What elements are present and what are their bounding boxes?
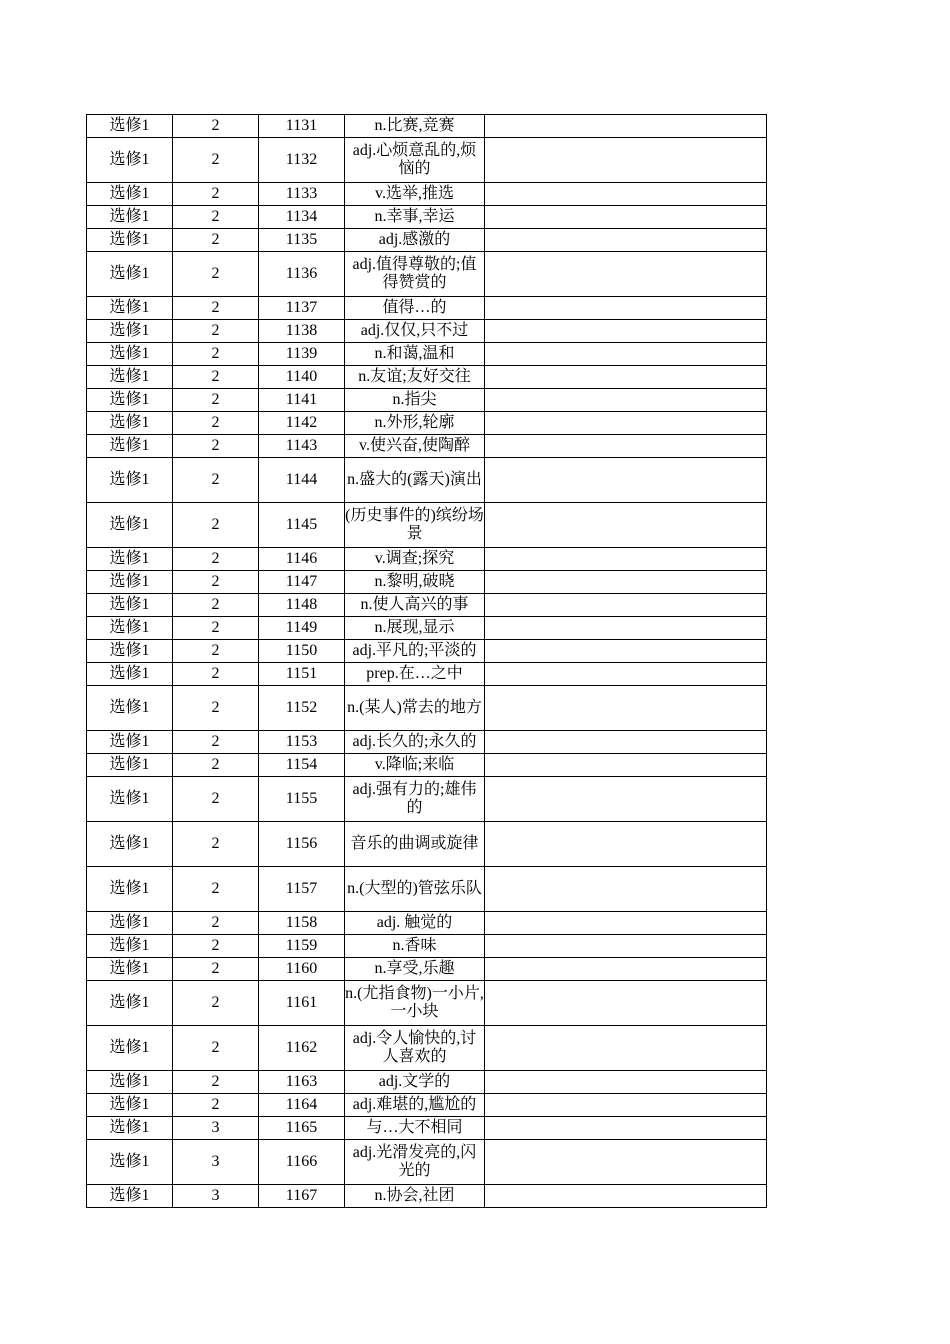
blank-cell [485, 958, 767, 981]
unit-cell: 2 [173, 867, 259, 912]
meaning-cell [345, 731, 485, 754]
meaning-text: 音乐的曲调或旋律 [350, 835, 479, 852]
blank-cell [485, 297, 767, 320]
number-cell: 1162 [259, 1026, 345, 1071]
blank-cell [485, 912, 767, 935]
course-cell: 选修1 [87, 686, 173, 731]
blank-cell [485, 686, 767, 731]
table-row [87, 1094, 767, 1117]
table-row [87, 435, 767, 458]
course-cell: 选修1 [87, 1185, 173, 1208]
meaning-text: adj.心烦意乱的,烦恼的 [352, 142, 477, 177]
meaning-cell [345, 1071, 485, 1094]
course-cell: 选修1 [87, 958, 173, 981]
meaning-cell [345, 777, 485, 822]
unit-cell: 2 [173, 981, 259, 1026]
meaning-text: adj. 触觉的 [376, 914, 453, 931]
blank-cell [485, 1094, 767, 1117]
meaning-text: n.比赛,竞赛 [374, 117, 455, 134]
meaning-cell [345, 138, 485, 183]
meaning-text: adj.仅仅,只不过 [360, 322, 469, 339]
blank-cell [485, 458, 767, 503]
table-row [87, 320, 767, 343]
table-row [87, 1117, 767, 1140]
course-cell: 选修1 [87, 320, 173, 343]
meaning-text: adj.长久的;永久的 [352, 733, 477, 750]
table-row [87, 663, 767, 686]
course-cell: 选修1 [87, 412, 173, 435]
meaning-cell [345, 183, 485, 206]
blank-cell [485, 1185, 767, 1208]
meaning-text: n.指尖 [392, 391, 437, 408]
course-cell: 选修1 [87, 1071, 173, 1094]
course-cell: 选修1 [87, 617, 173, 640]
meaning-cell [345, 754, 485, 777]
table-row [87, 731, 767, 754]
course-cell: 选修1 [87, 935, 173, 958]
meaning-text: v.调查;探究 [374, 550, 455, 567]
meaning-text: adj.文学的 [378, 1073, 451, 1090]
table-row [87, 206, 767, 229]
table-row [87, 1026, 767, 1071]
table-row [87, 867, 767, 912]
course-cell: 选修1 [87, 1140, 173, 1185]
unit-cell: 2 [173, 1094, 259, 1117]
unit-cell: 2 [173, 183, 259, 206]
unit-cell: 2 [173, 640, 259, 663]
blank-cell [485, 320, 767, 343]
number-cell: 1159 [259, 935, 345, 958]
number-cell: 1167 [259, 1185, 345, 1208]
table-row [87, 754, 767, 777]
number-cell: 1153 [259, 731, 345, 754]
number-cell: 1161 [259, 981, 345, 1026]
meaning-cell [345, 389, 485, 412]
number-cell: 1150 [259, 640, 345, 663]
meaning-text: n.幸事,幸运 [374, 208, 455, 225]
blank-cell [485, 981, 767, 1026]
meaning-text: v.降临;来临 [374, 756, 455, 773]
meaning-text: n.盛大的(露天)演出 [347, 471, 482, 488]
unit-cell: 2 [173, 617, 259, 640]
blank-cell [485, 252, 767, 297]
blank-cell [485, 138, 767, 183]
meaning-cell [345, 252, 485, 297]
number-cell: 1152 [259, 686, 345, 731]
blank-cell [485, 183, 767, 206]
meaning-text: n.外形,轮廓 [374, 414, 455, 431]
meaning-text: (历史事件的)缤纷场景 [345, 507, 484, 542]
course-cell: 选修1 [87, 366, 173, 389]
table-row [87, 1140, 767, 1185]
number-cell: 1148 [259, 594, 345, 617]
table-row [87, 297, 767, 320]
number-cell: 1143 [259, 435, 345, 458]
table-row [87, 594, 767, 617]
table-row [87, 1185, 767, 1208]
meaning-text: adj.感激的 [378, 231, 451, 248]
meaning-cell [345, 935, 485, 958]
meaning-text: n.(大型的)管弦乐队 [347, 880, 482, 897]
number-cell: 1165 [259, 1117, 345, 1140]
number-cell: 1142 [259, 412, 345, 435]
meaning-cell [345, 594, 485, 617]
number-cell: 1154 [259, 754, 345, 777]
meaning-cell [345, 458, 485, 503]
meaning-cell [345, 229, 485, 252]
course-cell: 选修1 [87, 754, 173, 777]
meaning-text: 值得…的 [382, 299, 447, 316]
course-cell: 选修1 [87, 115, 173, 138]
table-row [87, 503, 767, 548]
meaning-cell [345, 1117, 485, 1140]
number-cell: 1131 [259, 115, 345, 138]
table-row [87, 822, 767, 867]
number-cell: 1134 [259, 206, 345, 229]
number-cell: 1138 [259, 320, 345, 343]
unit-cell: 2 [173, 206, 259, 229]
unit-cell: 2 [173, 1071, 259, 1094]
meaning-text: n.黎明,破晓 [374, 573, 455, 590]
meaning-text: n.(尤指食物)一小片,一小块 [345, 985, 484, 1020]
unit-cell: 3 [173, 1140, 259, 1185]
meaning-cell [345, 867, 485, 912]
course-cell: 选修1 [87, 640, 173, 663]
table-row [87, 183, 767, 206]
unit-cell: 2 [173, 366, 259, 389]
course-cell: 选修1 [87, 867, 173, 912]
blank-cell [485, 206, 767, 229]
course-cell: 选修1 [87, 252, 173, 297]
unit-cell: 2 [173, 935, 259, 958]
unit-cell: 2 [173, 503, 259, 548]
course-cell: 选修1 [87, 1026, 173, 1071]
meaning-text: adj.值得尊敬的;值得赞赏的 [352, 256, 477, 291]
blank-cell [485, 343, 767, 366]
blank-cell [485, 640, 767, 663]
unit-cell: 2 [173, 1026, 259, 1071]
unit-cell: 2 [173, 138, 259, 183]
meaning-text: n.使人高兴的事 [360, 596, 469, 613]
meaning-text: adj.令人愉快的,讨人喜欢的 [352, 1030, 477, 1065]
table-body [87, 115, 767, 1208]
number-cell: 1140 [259, 366, 345, 389]
vocabulary-table [86, 114, 767, 1208]
meaning-cell [345, 640, 485, 663]
table-row [87, 343, 767, 366]
course-cell: 选修1 [87, 206, 173, 229]
meaning-text: n.和蔼,温和 [374, 345, 455, 362]
meaning-text: 与…大不相同 [366, 1119, 463, 1136]
unit-cell: 2 [173, 777, 259, 822]
table-row [87, 138, 767, 183]
meaning-cell [345, 1140, 485, 1185]
meaning-cell [345, 343, 485, 366]
course-cell: 选修1 [87, 183, 173, 206]
meaning-cell [345, 503, 485, 548]
meaning-text: adj.光滑发亮的,闪光的 [352, 1144, 477, 1179]
course-cell: 选修1 [87, 229, 173, 252]
unit-cell: 2 [173, 754, 259, 777]
blank-cell [485, 594, 767, 617]
course-cell: 选修1 [87, 458, 173, 503]
table-row [87, 229, 767, 252]
meaning-text: v.选举,推选 [375, 185, 454, 202]
course-cell: 选修1 [87, 981, 173, 1026]
unit-cell: 2 [173, 435, 259, 458]
meaning-cell [345, 1026, 485, 1071]
meaning-text: v.使兴奋,使陶醉 [359, 437, 470, 454]
table-row [87, 981, 767, 1026]
table-row [87, 571, 767, 594]
unit-cell: 2 [173, 822, 259, 867]
blank-cell [485, 731, 767, 754]
course-cell: 选修1 [87, 731, 173, 754]
course-cell: 选修1 [87, 343, 173, 366]
course-cell: 选修1 [87, 663, 173, 686]
number-cell: 1160 [259, 958, 345, 981]
meaning-cell [345, 1094, 485, 1117]
unit-cell: 2 [173, 458, 259, 503]
blank-cell [485, 412, 767, 435]
unit-cell: 2 [173, 297, 259, 320]
unit-cell: 2 [173, 343, 259, 366]
blank-cell [485, 1117, 767, 1140]
unit-cell: 2 [173, 389, 259, 412]
meaning-cell [345, 412, 485, 435]
number-cell: 1155 [259, 777, 345, 822]
meaning-text: n.(某人)常去的地方 [347, 699, 482, 716]
unit-cell: 2 [173, 912, 259, 935]
number-cell: 1146 [259, 548, 345, 571]
table-row [87, 412, 767, 435]
number-cell: 1145 [259, 503, 345, 548]
table-row [87, 548, 767, 571]
unit-cell: 2 [173, 663, 259, 686]
table-row [87, 777, 767, 822]
unit-cell: 2 [173, 731, 259, 754]
number-cell: 1156 [259, 822, 345, 867]
meaning-cell [345, 617, 485, 640]
blank-cell [485, 115, 767, 138]
blank-cell [485, 1026, 767, 1071]
meaning-text: adj.强有力的;雄伟的 [352, 781, 477, 816]
number-cell: 1132 [259, 138, 345, 183]
meaning-cell [345, 206, 485, 229]
blank-cell [485, 1140, 767, 1185]
blank-cell [485, 229, 767, 252]
course-cell: 选修1 [87, 503, 173, 548]
meaning-text: adj.平凡的;平淡的 [352, 642, 477, 659]
blank-cell [485, 1071, 767, 1094]
number-cell: 1157 [259, 867, 345, 912]
table-row [87, 1071, 767, 1094]
number-cell: 1149 [259, 617, 345, 640]
number-cell: 1135 [259, 229, 345, 252]
number-cell: 1133 [259, 183, 345, 206]
blank-cell [485, 366, 767, 389]
meaning-text: adj.难堪的,尴尬的 [352, 1096, 477, 1113]
number-cell: 1166 [259, 1140, 345, 1185]
meaning-cell [345, 435, 485, 458]
blank-cell [485, 935, 767, 958]
meaning-cell [345, 1185, 485, 1208]
number-cell: 1139 [259, 343, 345, 366]
course-cell: 选修1 [87, 297, 173, 320]
meaning-cell [345, 571, 485, 594]
meaning-cell [345, 981, 485, 1026]
unit-cell: 2 [173, 571, 259, 594]
unit-cell: 2 [173, 252, 259, 297]
table-row [87, 935, 767, 958]
meaning-cell [345, 958, 485, 981]
blank-cell [485, 571, 767, 594]
course-cell: 选修1 [87, 912, 173, 935]
number-cell: 1141 [259, 389, 345, 412]
unit-cell: 2 [173, 594, 259, 617]
table-row [87, 958, 767, 981]
unit-cell: 2 [173, 412, 259, 435]
blank-cell [485, 822, 767, 867]
number-cell: 1147 [259, 571, 345, 594]
unit-cell: 2 [173, 958, 259, 981]
meaning-cell [345, 115, 485, 138]
meaning-cell [345, 320, 485, 343]
number-cell: 1164 [259, 1094, 345, 1117]
blank-cell [485, 435, 767, 458]
table-row [87, 912, 767, 935]
unit-cell: 2 [173, 229, 259, 252]
course-cell: 选修1 [87, 1117, 173, 1140]
meaning-text: n.协会,社团 [374, 1187, 455, 1204]
table-row [87, 686, 767, 731]
table-row [87, 252, 767, 297]
unit-cell: 2 [173, 548, 259, 571]
meaning-text: n.友谊;友好交往 [358, 368, 471, 385]
table-row [87, 458, 767, 503]
course-cell: 选修1 [87, 822, 173, 867]
meaning-cell [345, 297, 485, 320]
blank-cell [485, 777, 767, 822]
table-row [87, 617, 767, 640]
table-row [87, 640, 767, 663]
unit-cell: 3 [173, 1185, 259, 1208]
course-cell: 选修1 [87, 777, 173, 822]
number-cell: 1136 [259, 252, 345, 297]
table-row [87, 389, 767, 412]
course-cell: 选修1 [87, 571, 173, 594]
meaning-text: n.展现,显示 [374, 619, 455, 636]
number-cell: 1163 [259, 1071, 345, 1094]
unit-cell: 2 [173, 320, 259, 343]
unit-cell: 3 [173, 1117, 259, 1140]
course-cell: 选修1 [87, 594, 173, 617]
blank-cell [485, 663, 767, 686]
course-cell: 选修1 [87, 1094, 173, 1117]
number-cell: 1137 [259, 297, 345, 320]
blank-cell [485, 867, 767, 912]
unit-cell: 2 [173, 115, 259, 138]
meaning-cell [345, 366, 485, 389]
course-cell: 选修1 [87, 138, 173, 183]
course-cell: 选修1 [87, 389, 173, 412]
blank-cell [485, 389, 767, 412]
meaning-cell [345, 686, 485, 731]
table-row [87, 366, 767, 389]
blank-cell [485, 617, 767, 640]
course-cell: 选修1 [87, 548, 173, 571]
meaning-cell [345, 822, 485, 867]
unit-cell: 2 [173, 686, 259, 731]
blank-cell [485, 548, 767, 571]
blank-cell [485, 503, 767, 548]
meaning-text: prep.在…之中 [366, 665, 463, 682]
number-cell: 1144 [259, 458, 345, 503]
number-cell: 1158 [259, 912, 345, 935]
meaning-cell [345, 912, 485, 935]
meaning-text: n.香味 [392, 937, 437, 954]
course-cell: 选修1 [87, 435, 173, 458]
number-cell: 1151 [259, 663, 345, 686]
meaning-text: n.享受,乐趣 [374, 960, 455, 977]
blank-cell [485, 754, 767, 777]
table-row [87, 115, 767, 138]
meaning-cell [345, 663, 485, 686]
meaning-cell [345, 548, 485, 571]
